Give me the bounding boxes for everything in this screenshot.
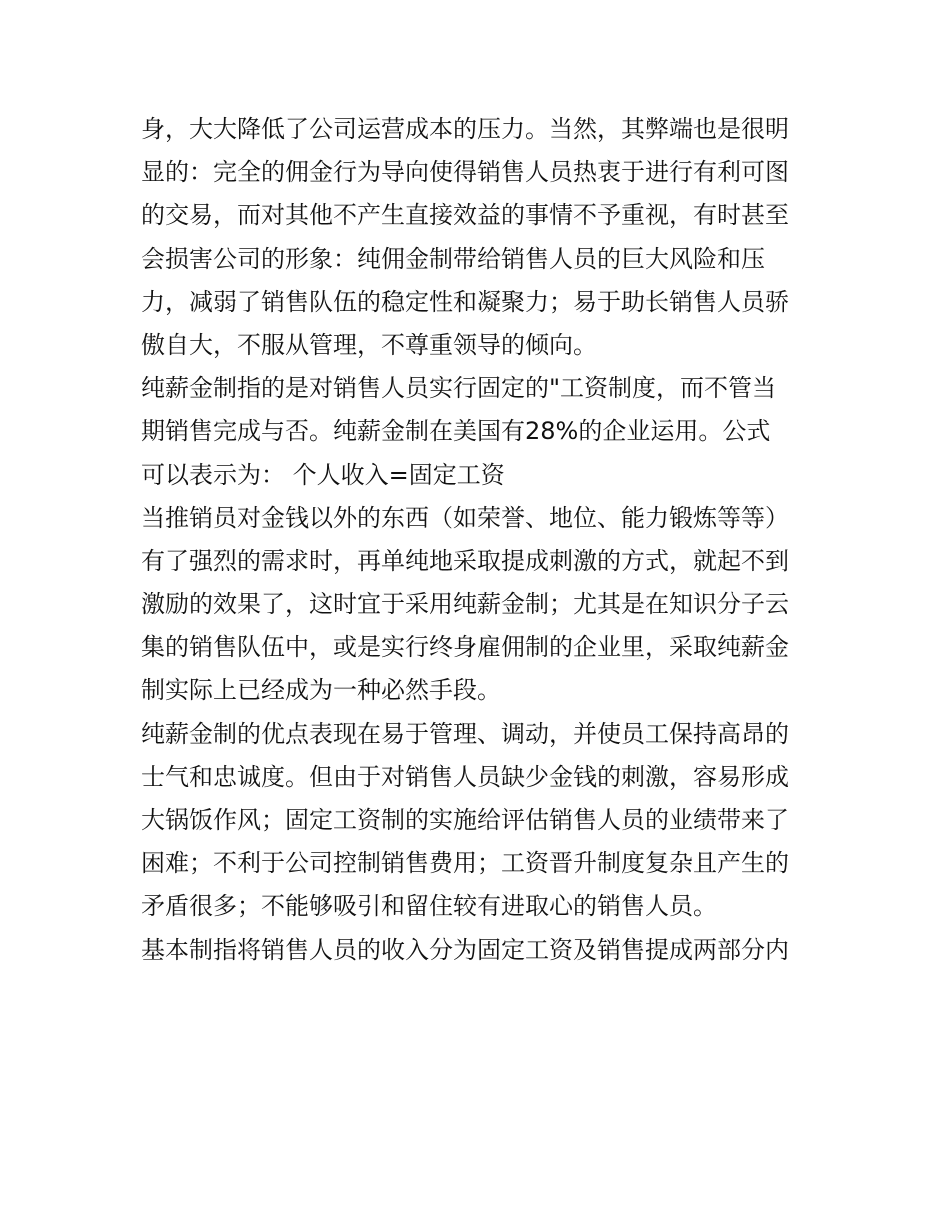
paragraph-salary-definition — [141, 367, 813, 497]
text-line: 大锅饭作风；固定工资制的实施给评估销售人员的业绩带来了 — [141, 806, 789, 834]
text-line: 困难；不利于公司控制销售费用；工资晋升制度复杂且产生的 — [141, 849, 789, 878]
text-line: 可以表示为： 个人收入=固定工资 — [141, 460, 505, 489]
text-line: 激励的效果了，这时宜于采用纯薪金制；尤其是在知识分子云 — [141, 590, 789, 619]
text-line: 会损害公司的形象：纯佣金制带给销售人员的巨大风险和压 — [141, 244, 765, 273]
paragraph-salary-usage — [141, 497, 813, 713]
text-line: 制实际上已经成为一种必然手段。 — [141, 676, 501, 705]
text-line: 有了强烈的需求时，再单纯地采取提成刺激的方式，就起不到 — [141, 546, 789, 575]
text-line: 士气和忠诚度。但由于对销售人员缺少金钱的刺激，容易形成 — [141, 762, 789, 791]
document-body — [141, 108, 813, 972]
text-line: 矛盾很多；不能够吸引和留住较有进取心的销售人员。 — [141, 892, 717, 921]
text-line: 纯薪金制的优点表现在易于管理、调动，并使员工保持高昂的 — [141, 719, 789, 748]
text-line: 期销售完成与否。纯薪金制在美国有28%的企业运用。公式 — [141, 417, 771, 446]
text-line: 当推销员对金钱以外的东西（如荣誉、地位、能力锻炼等等） — [141, 503, 789, 532]
paragraph-salary-pros-cons — [141, 713, 813, 929]
text-line: 傲自大，不服从管理，不尊重领导的倾向。 — [141, 330, 597, 359]
text-line: 纯薪金制指的是对销售人员实行固定的"工资制度，而不管当 — [141, 374, 777, 403]
paragraph-base-system — [141, 929, 813, 972]
text-line: 显的：完全的佣金行为导向使得销售人员热衷于进行有利可图 — [141, 158, 789, 187]
text-line: 力，减弱了销售队伍的稳定性和凝聚力；易于助长销售人员骄 — [141, 287, 789, 316]
text-line: 身，大大降低了公司运营成本的压力。当然，其弊端也是很明 — [141, 115, 789, 143]
text-line: 基本制指将销售人员的收入分为固定工资及销售提成两部分内 — [141, 935, 789, 964]
text-line: 的交易，而对其他不产生直接效益的事情不予重视，有时甚至 — [141, 201, 789, 230]
text-line: 集的销售队伍中，或是实行终身雇佣制的企业里，采取纯薪金 — [141, 633, 789, 662]
paragraph-commission-drawbacks — [141, 108, 813, 367]
